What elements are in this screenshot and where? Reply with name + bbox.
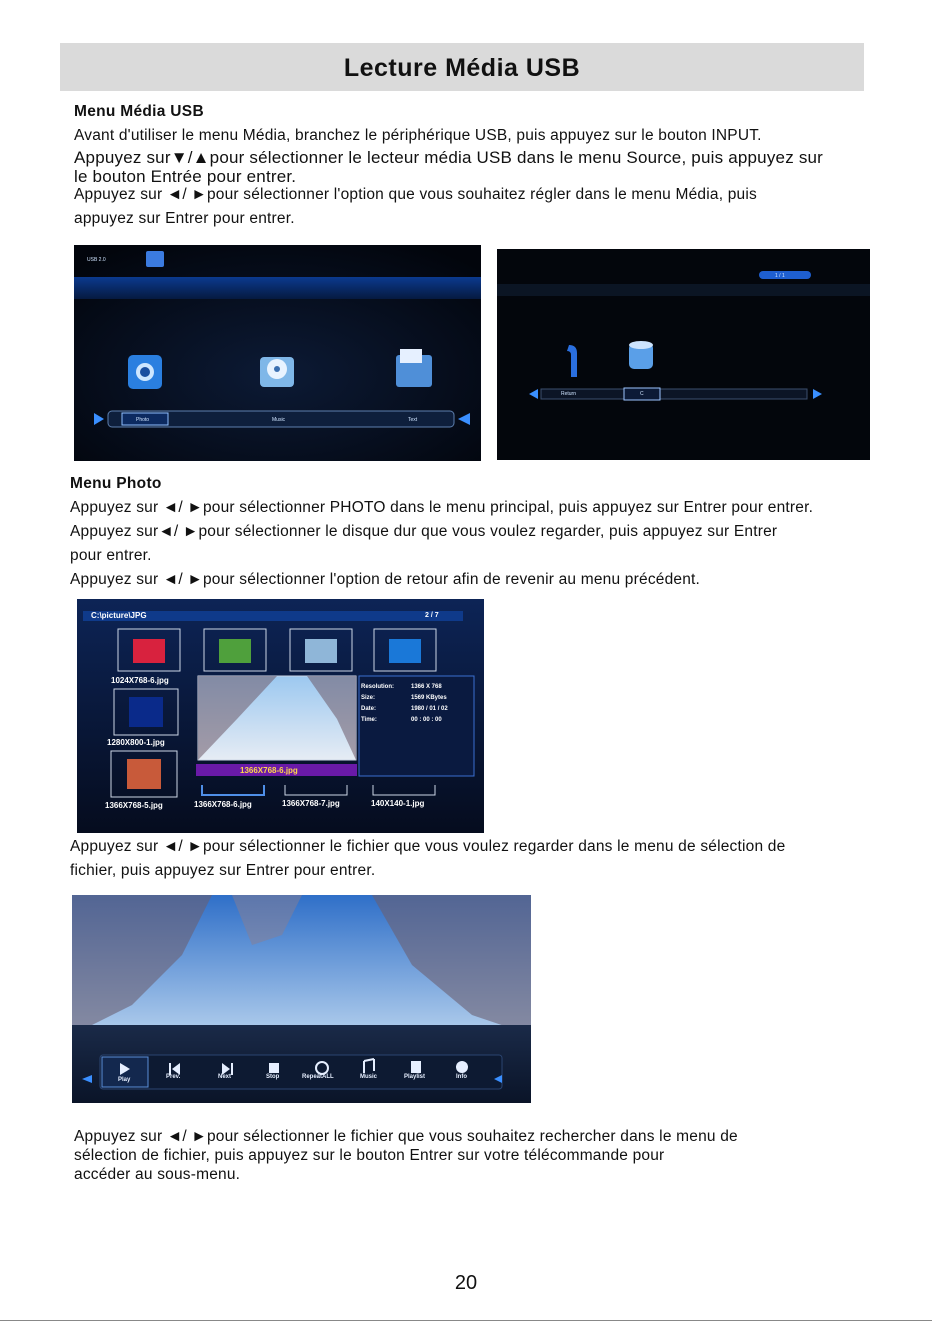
control-music[interactable]: Music [360,1074,378,1080]
drive-icon [629,341,653,369]
control-playlist[interactable]: Playlist [404,1074,426,1080]
title-bar [60,43,864,91]
paragraph-line: Appuyez sur ◄/ ►pour sélectionner le fichier que vous souhaitez rechercher dans le menu de [74,1128,738,1145]
media-menu-graphic [74,245,481,461]
paragraph-line: fichier, puis appuyez sur Entrer pour entrer. [70,862,376,879]
file-name[interactable]: 140X140-1.jpg [371,799,425,808]
paragraph-line: Appuyez sur ◄/ ►pour sélectionner PHOTO dans le menu principal, puis appuyez sur Entrer pour entrer. [70,499,814,516]
stop-icon [269,1063,279,1073]
menu-item-text[interactable]: Text [408,417,418,423]
bottom-rule [0,1320,932,1321]
folder-path: C:\picture\JPG [91,611,147,620]
file-name[interactable]: 1366X768-7.jpg [282,799,340,808]
selected-file-name: 1366X768-6.jpg [240,766,298,775]
screenshot-drive-select [497,249,870,460]
info-icon [456,1061,468,1073]
control-next[interactable]: Next [218,1074,232,1080]
photo-viewer-graphic [72,895,531,1103]
section-heading-usb: Menu Média USB [74,103,204,120]
info-value: 1366 X 768 [411,684,442,690]
paragraph-line: appuyez sur Entrer pour entrer. [74,210,295,227]
info-value: 00 : 00 : 00 [411,717,442,723]
info-value: 1569 KBytes [411,695,447,701]
page-indicator: 1 / 1 [775,273,785,279]
playlist-icon [411,1061,421,1073]
control-stop[interactable]: Stop [266,1074,280,1080]
info-label: Date: [361,706,377,712]
paragraph-line: le bouton Entrée pour entrer. [74,167,297,186]
control-prev[interactable]: Prev. [166,1074,181,1080]
paragraph-line: pour entrer. [70,547,152,564]
info-label: Size: [361,695,376,701]
control-play[interactable]: Play [118,1077,131,1083]
photo-icon [128,355,162,389]
control-info[interactable]: Info [456,1074,467,1080]
file-name[interactable]: 1280X800-1.jpg [107,738,165,747]
paragraph-line: accéder au sous-menu. [74,1166,241,1183]
info-label: Time: [361,717,377,723]
section-heading-photo: Menu Photo [70,475,162,492]
drive-option[interactable]: C [640,391,644,397]
info-label: Resolution: [361,684,394,690]
control-repeat[interactable]: RepeatALL [302,1074,334,1080]
screenshot-photo-viewer [72,895,531,1103]
screenshot-photo-browser [77,599,484,833]
paragraph-line: Appuyez sur ◄/ ►pour sélectionner l'option de retour afin de revenir au menu précédent. [70,571,701,588]
music-icon [260,357,294,387]
paragraph-line: Appuyez sur ◄/ ►pour sélectionner l'option que vous souhaitez régler dans le menu Média, puis [74,186,757,203]
file-name[interactable]: 1366X768-5.jpg [105,801,163,810]
paragraph-line: Appuyez sur▼/▲pour sélectionner le lecteur média USB dans le menu Source, puis appuyez sur [74,148,824,167]
paragraph-line: Appuyez sur◄/ ►pour sélectionner le disque dur que vous voulez regarder, puis appuyez sur Entrer [70,523,778,540]
usb-label: USB 2.0 [87,257,106,263]
menu-item-music[interactable]: Music [272,417,286,423]
page-number: 20 [454,1272,478,1294]
paragraph-line: Avant d'utiliser le menu Média, branchez le périphérique USB, puis appuyez sur le bouton INPUT. [74,127,762,144]
page-indicator: 2 / 7 [425,612,439,619]
file-info-panel [361,682,448,726]
drive-select-graphic [497,249,870,460]
screenshot-media-menu [74,245,481,461]
return-option[interactable]: Return [561,391,577,397]
file-name[interactable]: 1024X768-6.jpg [111,676,169,685]
info-value: 1980 / 01 / 02 [411,706,448,712]
menu-item-photo[interactable]: Photo [136,417,150,423]
paragraph-line: Appuyez sur ◄/ ►pour sélectionner le fichier que vous voulez regarder dans le menu de sélection de [70,838,786,855]
page-title: Lecture Média USB [343,54,581,82]
paragraph-line: sélection de fichier, puis appuyez sur le bouton Entrer sur votre télécommande pour [74,1147,665,1164]
file-name[interactable]: 1366X768-6.jpg [194,800,252,809]
